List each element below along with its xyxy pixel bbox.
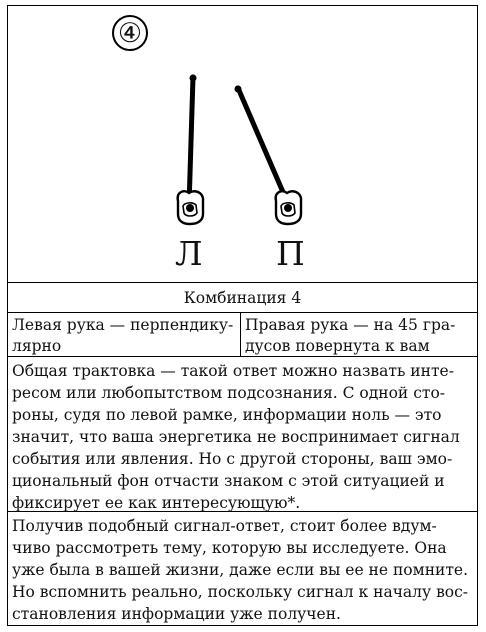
paragraph-line: события или явления. Но с другой стороны, ваш эмо- [12, 450, 453, 468]
left-hand-label: Л [175, 234, 203, 273]
paragraph-line: значит, что ваша энергетика не воспринимает сигнал [12, 428, 460, 446]
paragraph-line: чиво рассмотреть тему, которую вы исследуете. Она [12, 539, 447, 557]
rods-illustration [8, 6, 477, 282]
advice-paragraph [8, 512, 477, 625]
paragraph-line: фиксирует ее как интересующую*. [12, 494, 301, 512]
paragraph-line: становления информации уже получен. [12, 605, 341, 623]
combination-number-badge: ④ [112, 15, 148, 51]
paragraph-line: Но вспомнить реально, поскольку сигнал к началу вос- [12, 583, 469, 601]
paragraph-line: Получив подобный сигнал-ответ, стоит более вдум- [12, 517, 437, 535]
paragraph-line: ресом или любопытством подсознания. С одной сто- [12, 384, 446, 402]
left-hand-cell [8, 313, 241, 356]
paragraph-line: Общая трактовка — такой ответ можно назвать инте- [12, 362, 454, 380]
left-hand-text-line: Левая рука — перпендику- [12, 316, 234, 334]
paragraph-line: циональный фон отчасти знаком с этой ситуацией и [12, 472, 445, 490]
left-rod-icon [178, 75, 203, 225]
table-frame [7, 5, 478, 626]
left-hand-text-line: лярно [12, 337, 62, 355]
right-hand-text-line: дусов повернута к вам [245, 337, 430, 355]
paragraph-line: уже была в вашей жизни, даже если вы ее не помните. [12, 561, 469, 579]
right-hand-cell [241, 313, 477, 356]
hands-row [8, 313, 477, 357]
general-interpretation-paragraph [8, 357, 477, 512]
right-hand-text-line: Правая рука — на 45 гра- [245, 316, 456, 334]
combination-caption: Комбинация 4 [8, 283, 477, 313]
right-rod-icon [235, 86, 302, 225]
right-hand-label: П [276, 234, 305, 273]
combination-figure [8, 6, 477, 283]
paragraph-line: роны, судя по левой рамке, информации ноль — это [12, 406, 442, 424]
